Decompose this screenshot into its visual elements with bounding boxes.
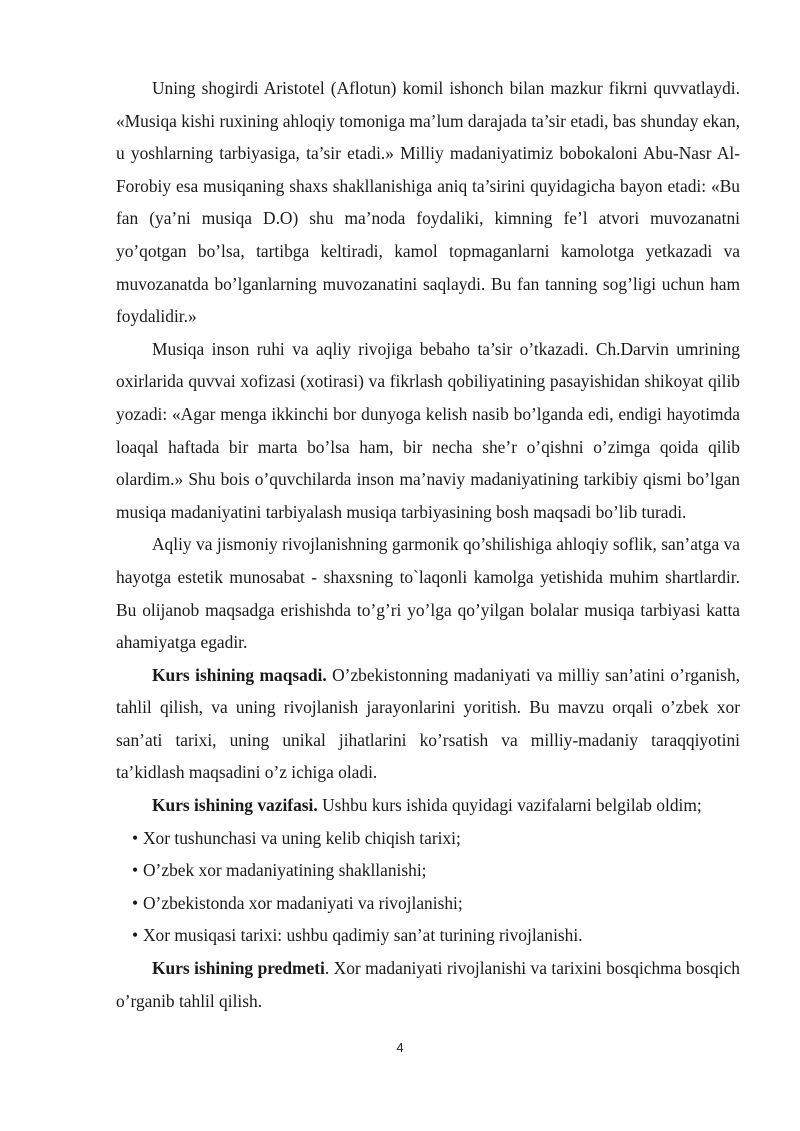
course-subject-heading: Kurs ishining predmeti [152,958,325,979]
paragraph-text: Aqliy va jismoniy rivojlanishning garmonik qo’shilishiga ahloqiy soflik, san’atga va hayotga estetik munosabat - shaxsning to`laqonli kamolga yetishida muhim shartlardir. Bu olijanob maqsadga erishishda to’g’ri yo’lga qo’yilgan bolalar musiqa tarbiyasi katta ahamiyatga egadir. [116,534,740,653]
paragraph-course-subject [116,952,740,1017]
document-body [116,72,740,1017]
list-item [116,822,740,855]
list-item-text: Xor musiqasi tarixi: ushbu qadimiy san’at turining rivojlanishi. [143,925,583,946]
paragraph-development [116,528,740,658]
list-item [116,887,740,920]
paragraph-text: . Xor madaniyati rivojlanishi va tarixini bosqichma bosqich o’rganib tahlil qilish. [116,958,740,1011]
bullet-icon: • [132,827,139,848]
list-item-text: O’zbek xor madaniyatining shakllanishi; [143,860,427,881]
paragraph-text: Musiqa inson ruhi va aqliy rivojiga bebaho ta’sir o’tkazadi. Ch.Darvin umrining oxirlarida quvvai xofizasi (xotirasi) va fikrlash qobiliyatining pasayishidan shikoyat qilib yozadi: «Agar menga ikkinchi bor dunyoga kelish nasib bo’lganda edi, endigi hayotimda loaqal haftada bir marta bo’lsa ham, bir necha she’r o’qishni o’zimga qoida qilib olardim.» Shu bois o’quvchilarda inson ma’naviy madaniyatining tarkibiy qismi bo’lgan musiqa madaniyatini tarbiyalash musiqa tarbiyasining bosh maqsadi bo’lib turadi. [116,338,740,522]
paragraph-text: Ushbu kurs ishida quyidagi vazifalarni belgilab oldim; [317,795,702,816]
bullet-icon: • [132,860,139,881]
bullet-icon: • [132,925,139,946]
list-item [116,919,740,952]
paragraph-course-goal [116,659,740,789]
course-goal-heading: Kurs ishining maqsadi. [152,664,327,685]
list-item [116,854,740,887]
bullet-icon: • [132,892,139,913]
course-tasks-heading: Kurs ishining vazifasi. [152,795,318,816]
paragraph-text: O’zbekistonning madaniyati va milliy san’atini o’rganish, tahlil qilish, va uning rivojlanish jarayonlarini yoritish. Bu mavzu orqali o’zbek xor san’ati tarixi, uning unikal jihatlarini ko’rsatish va milliy-madaniy taraqqiyotini ta’kidlash maqsadini o’z ichiga oladi. [116,664,740,783]
page-number: 4 [396,1040,404,1055]
list-item-text: O’zbekistonda xor madaniyati va rivojlanishi; [143,892,463,913]
paragraph-text: Uning shogirdi Aristotel (Aflotun) komil ishonch bilan mazkur fikrni quvvatlaydi. «Musiqa kishi ruxining ahloqiy tomoniga ma’lum darajada ta’sir etadi, bas shunday ekan, u yoshlarning tarbiyasiga, ta’sir etadi.» Milliy madaniyatimiz bobokaloni Abu-Nasr Al-Forobiy esa musiqaning shaxs shakllanishiga aniq ta’sirini quyidagicha bayon etadi: «Bu fan (ya’ni musiqa D.O) shu ma’noda foydaliki, kimning fe’l atvori muvozanatni yo’qotgan bo’lsa, tartibga keltiradi, kamol topmaganlarni kamolotga yetkazadi va muvozanatda bo’lganlarning muvozanatini saqlaydi. Bu fan tanning sog’ligi uchun ham foydalidir.» [116,78,740,327]
paragraph-aristotle [116,72,740,333]
paragraph-darwin [116,333,740,529]
paragraph-course-tasks [116,789,740,822]
list-item-text: Xor tushunchasi va uning kelib chiqish tarixi; [143,827,461,848]
